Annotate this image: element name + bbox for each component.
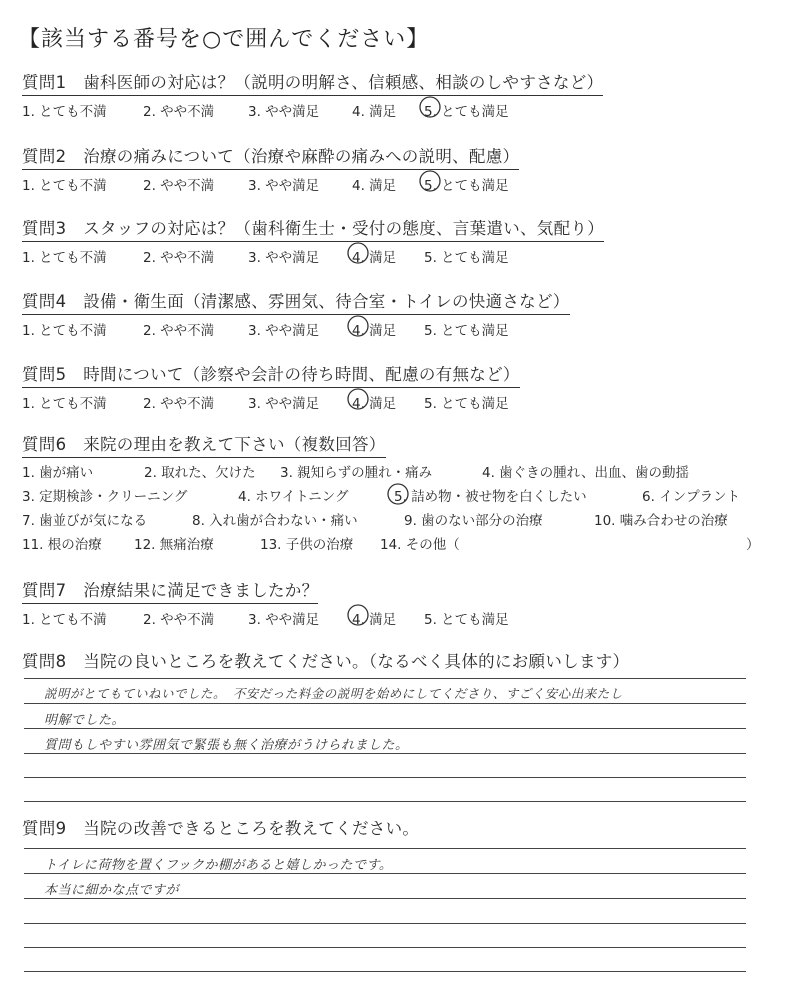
handwritten-answer: 質問もしやすい雰囲気で緊張も無く治療がうけられました。 (44, 738, 409, 753)
option-4[interactable]: 4. 満足 (352, 178, 397, 194)
answer-line (24, 753, 746, 754)
option-5[interactable]: 5. とても満足 (424, 612, 509, 628)
option-4[interactable]: 4. 満足 (352, 323, 397, 339)
question-title: 質問7 治療結果に満足できましたか？ (22, 580, 318, 604)
option-4[interactable]: 4. 満足 (352, 612, 397, 628)
option-2[interactable]: 2. やや不満 (143, 396, 215, 412)
rating-options (22, 244, 604, 266)
reason-option[interactable]: 7. 歯並びが気になる (22, 513, 148, 529)
option-5[interactable]: 5. とても満足 (424, 178, 509, 194)
reason-row (22, 458, 689, 482)
option-3[interactable]: 3. やや満足 (248, 178, 320, 194)
reason-option[interactable]: 4. ホワイトニング (238, 489, 349, 505)
question-5 (22, 364, 520, 412)
question-3 (22, 218, 604, 266)
answer-area-q8[interactable] (24, 676, 746, 806)
reason-option[interactable]: 6. インプラント (642, 489, 741, 505)
reason-option[interactable]: 10. 噛み合わせの治療 (594, 513, 728, 529)
option-2[interactable]: 2. やや不満 (143, 178, 215, 194)
answer-line (24, 801, 746, 802)
answer-line (24, 848, 746, 849)
option-1[interactable]: 1. とても不満 (22, 178, 107, 194)
question-title: 質問8 当院の良いところを教えてください。（なるべく具体的にお願いします） (22, 652, 630, 671)
option-5[interactable]: 5. とても満足 (424, 396, 509, 412)
rating-options (22, 390, 520, 412)
option-1[interactable]: 1. とても不満 (22, 396, 107, 412)
reason-option[interactable]: 4. 歯ぐきの腫れ、出血、歯の動揺 (482, 465, 689, 481)
option-2[interactable]: 2. やや不満 (143, 250, 215, 266)
question-6 (22, 434, 760, 554)
rating-options (22, 98, 603, 120)
answer-line (24, 728, 746, 729)
option-5[interactable]: 5. とても満足 (424, 104, 509, 120)
reason-option[interactable]: 8. 入れ歯が合わない・痛い (192, 513, 358, 529)
reason-option[interactable]: 2. 取れた、欠けた (144, 465, 256, 481)
reason-option[interactable]: 13. 子供の治療 (260, 537, 354, 553)
handwritten-answer: 本当に細かな点ですが (44, 883, 180, 898)
option-2[interactable]: 2. やや不満 (143, 323, 215, 339)
answer-line (24, 971, 746, 972)
option-5[interactable]: 5. とても満足 (424, 250, 509, 266)
reason-option[interactable]: 3. 定期検診・クリーニング (22, 489, 188, 505)
question-1 (22, 72, 603, 120)
handwritten-answer: 説明がとてもていねいでした。 不安だった料金の説明を始めにしてくださり、すごく安心出来たし (44, 686, 623, 701)
answer-line (24, 777, 746, 778)
option-4[interactable]: 4. 満足 (352, 104, 397, 120)
question-title: 質問3 スタッフの対応は？（歯科衛生士・受付の態度、言葉遣い、気配り） (22, 218, 604, 242)
reason-option[interactable]: 1. 歯が痛い (22, 465, 94, 481)
reason-option-other[interactable]: 14. その他（ (380, 537, 460, 553)
page-heading: 【該当する番号を○で囲んでください】 (18, 27, 430, 52)
answer-line (24, 873, 746, 874)
rating-options (22, 317, 570, 339)
option-1[interactable]: 1. とても不満 (22, 612, 107, 628)
reason-option[interactable]: 12. 無痛治療 (134, 537, 214, 553)
other-close-paren: ） (746, 537, 760, 553)
rating-options (22, 172, 519, 194)
option-3[interactable]: 3. やや満足 (248, 104, 320, 120)
option-3[interactable]: 3. やや満足 (248, 612, 320, 628)
question-title: 質問1 歯科医師の対応は？（説明の明解さ、信頼感、相談のしやすさなど） (22, 72, 603, 96)
answer-line (24, 703, 746, 704)
option-1[interactable]: 1. とても不満 (22, 104, 107, 120)
reason-option-selected[interactable]: 5. 詰め物・被せ物を白くしたい (394, 489, 587, 505)
reason-option[interactable]: 9. 歯のない部分の治療 (404, 513, 543, 529)
reason-row (22, 530, 760, 554)
answer-line (24, 898, 746, 899)
option-1[interactable]: 1. とても不満 (22, 323, 107, 339)
option-5[interactable]: 5. とても満足 (424, 323, 509, 339)
answer-area-q9[interactable] (24, 846, 746, 976)
option-4[interactable]: 4. 満足 (352, 250, 397, 266)
question-4 (22, 291, 570, 339)
handwritten-answer: 明解でした。 (44, 713, 126, 728)
question-title: 質問9 当院の改善できるところを教えてください。 (22, 819, 420, 838)
option-2[interactable]: 2. やや不満 (143, 612, 215, 628)
answer-line (24, 947, 746, 948)
question-9 (22, 818, 419, 841)
option-3[interactable]: 3. やや満足 (248, 396, 320, 412)
answer-line (24, 678, 746, 679)
reason-row (22, 482, 741, 506)
question-8 (22, 651, 629, 674)
option-1[interactable]: 1. とても不満 (22, 250, 107, 266)
answer-line (24, 923, 746, 924)
reason-option[interactable]: 3. 親知らずの腫れ・痛み (280, 465, 433, 481)
rating-options (22, 606, 509, 628)
question-7 (22, 580, 509, 628)
question-title: 質問4 設備・衛生面（清潔感、雰囲気、待合室・トイレの快適さなど） (22, 291, 570, 315)
reason-options (22, 458, 760, 554)
question-title: 質問6 来院の理由を教えて下さい（複数回答） (22, 434, 386, 458)
reason-row (22, 506, 728, 530)
option-3[interactable]: 3. やや満足 (248, 323, 320, 339)
option-2[interactable]: 2. やや不満 (143, 104, 215, 120)
handwritten-answer: トイレに荷物を置くフックか棚があると嬉しかったです。 (44, 858, 393, 873)
question-title: 質問2 治療の痛みについて（治療や麻酔の痛みへの説明、配慮） (22, 146, 519, 170)
option-4[interactable]: 4. 満足 (352, 396, 397, 412)
option-3[interactable]: 3. やや満足 (248, 250, 320, 266)
question-title: 質問5 時間について（診察や会計の待ち時間、配慮の有無など） (22, 364, 520, 388)
question-2 (22, 146, 519, 194)
selection-circle (386, 482, 412, 506)
reason-option[interactable]: 11. 根の治療 (22, 537, 102, 553)
